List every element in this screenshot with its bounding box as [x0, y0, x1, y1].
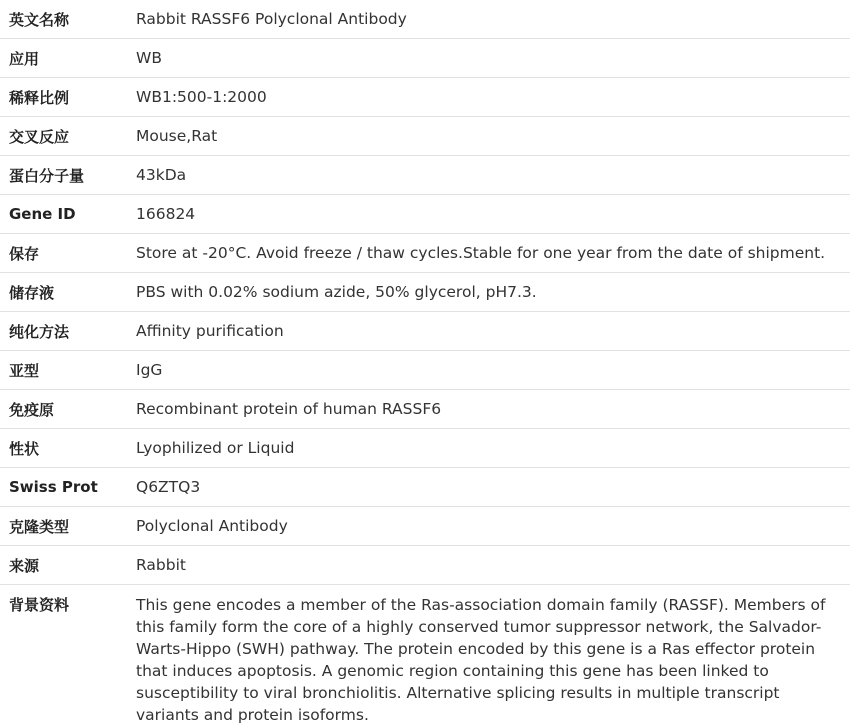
spec-row-isotype — [0, 351, 850, 390]
spec-value: Recombinant protein of human RASSF6 — [136, 390, 850, 429]
spec-row-buffer — [0, 273, 850, 312]
spec-row-storage — [0, 234, 850, 273]
spec-label: 储存液 — [0, 273, 136, 312]
spec-value: PBS with 0.02% sodium azide, 50% glycerol, pH7.3. — [136, 273, 850, 312]
spec-label: 蛋白分子量 — [0, 156, 136, 195]
spec-label: 保存 — [0, 234, 136, 273]
background-description: This gene encodes a member of the Ras-association domain family (RASSF). Members of this family form the core of a highly conserved tumor suppressor network, the Salvador-Warts-Hippo (SWH) pathway. The protein encoded by this gene is a Ras effector protein that induces apoptosis. A genomic region containing this gene has been linked to susceptibility to viral bronchiolitis. Alternative splicing results in multiple transcript variants and protein isoforms. — [136, 596, 826, 724]
spec-value: Store at -20°C. Avoid freeze / thaw cycles.Stable for one year from the date of shipment. — [136, 234, 850, 273]
spec-value: Affinity purification — [136, 312, 850, 351]
spec-row-gene-id — [0, 195, 850, 234]
spec-row-purification — [0, 312, 850, 351]
spec-value: Rabbit — [136, 546, 850, 585]
spec-label: 交叉反应 — [0, 117, 136, 156]
spec-label: 稀释比例 — [0, 78, 136, 117]
spec-row-dilution — [0, 78, 850, 117]
spec-label: 背景资料 — [9, 596, 70, 614]
spec-label: 性状 — [0, 429, 136, 468]
spec-row-form — [0, 429, 850, 468]
spec-value: Polyclonal Antibody — [136, 507, 850, 546]
spec-row-application — [0, 39, 850, 78]
spec-label: 克隆类型 — [0, 507, 136, 546]
spec-label: 亚型 — [0, 351, 136, 390]
spec-label: 应用 — [0, 39, 136, 78]
spec-value: Q6ZTQ3 — [136, 468, 850, 507]
spec-row-english-name — [0, 0, 850, 39]
spec-row-clonality — [0, 507, 850, 546]
spec-label: Gene ID — [0, 195, 136, 234]
spec-value: Rabbit RASSF6 Polyclonal Antibody — [136, 0, 850, 39]
spec-value: Lyophilized or Liquid — [136, 429, 850, 468]
spec-row-cross-reactivity — [0, 117, 850, 156]
spec-label: 纯化方法 — [0, 312, 136, 351]
spec-row-molecular-weight — [0, 156, 850, 195]
spec-row-host — [0, 546, 850, 585]
spec-label: 来源 — [0, 546, 136, 585]
spec-label: 免疫原 — [0, 390, 136, 429]
spec-value: WB — [136, 39, 850, 78]
spec-value: 43kDa — [136, 156, 850, 195]
spec-label: Swiss Prot — [0, 468, 136, 507]
spec-value: Mouse,Rat — [136, 117, 850, 156]
spec-value: 166824 — [136, 195, 850, 234]
spec-row-immunogen — [0, 390, 850, 429]
spec-row-background — [0, 585, 850, 727]
spec-row-swiss-prot — [0, 468, 850, 507]
spec-value: IgG — [136, 351, 850, 390]
spec-value: WB1:500-1:2000 — [136, 78, 850, 117]
spec-label: 英文名称 — [0, 0, 136, 39]
